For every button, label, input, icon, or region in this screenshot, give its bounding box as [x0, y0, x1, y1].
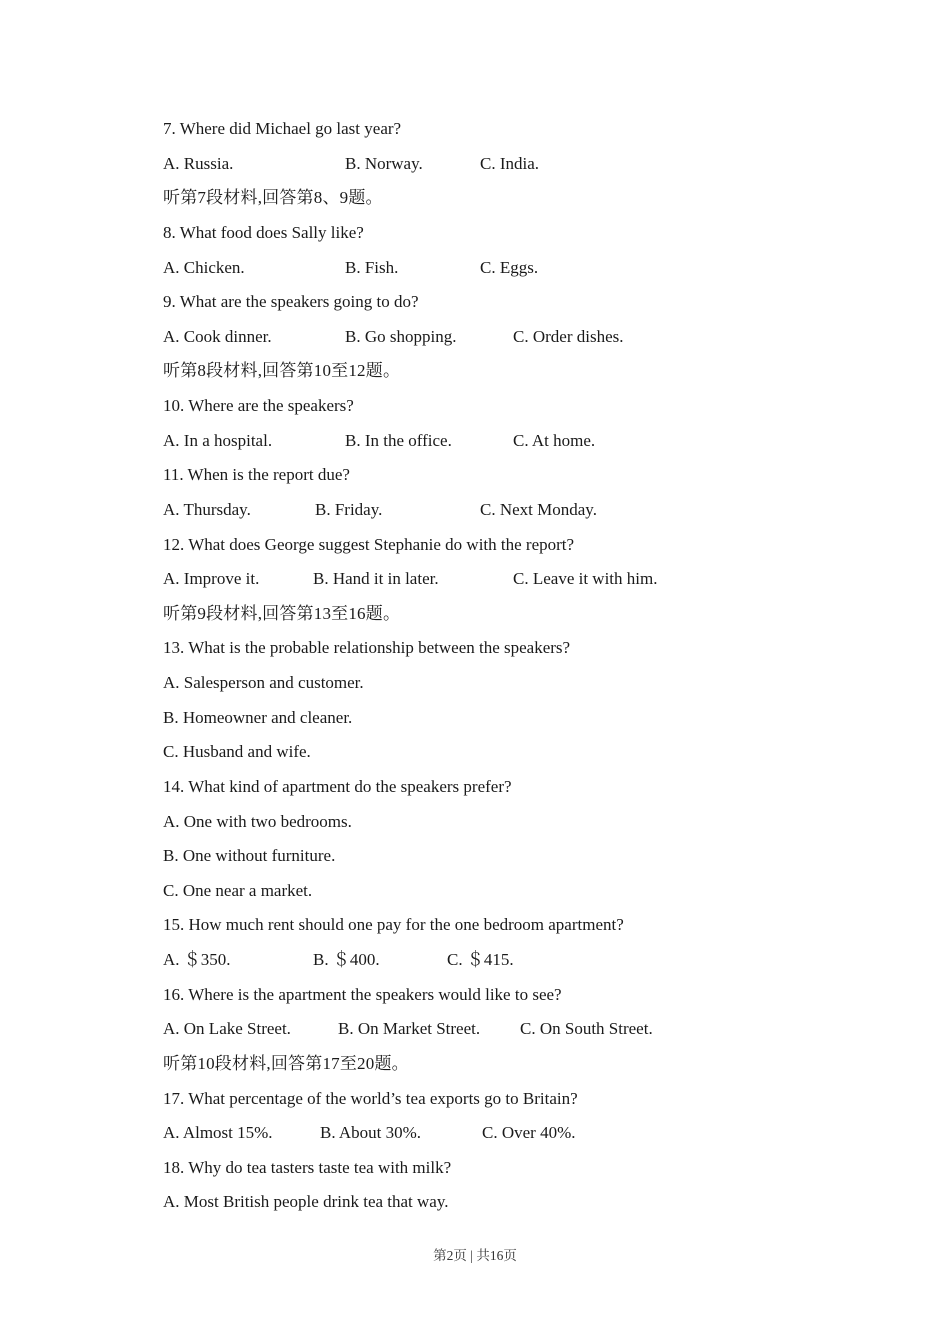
- question-line: [163, 1151, 920, 1186]
- options-line: [163, 424, 920, 459]
- text-segment: 16. Where is the apartment the speakers would like to see?: [163, 984, 562, 1004]
- options-line: [163, 251, 920, 286]
- options-line: [163, 943, 920, 978]
- text-segment: A. In a hospital.: [163, 430, 273, 450]
- text-segment: 听第7段材料,回答第8、9题。: [163, 188, 383, 208]
- text-segment: B. Friday.: [315, 499, 383, 519]
- text-segment: C. Eggs.: [480, 257, 539, 277]
- text-segment: B. Homeowner and cleaner.: [163, 707, 353, 727]
- question-line: [163, 908, 920, 943]
- question-line: [163, 458, 920, 493]
- options-line: [163, 1012, 920, 1047]
- instruction-line: [163, 354, 920, 389]
- text-segment: B. Fish.: [345, 257, 399, 277]
- text-segment: A. One with two bedrooms.: [163, 811, 352, 831]
- options-line: [163, 874, 920, 909]
- options-line: [163, 805, 920, 840]
- text-segment: B. About 30%.: [320, 1123, 422, 1143]
- options-line: [163, 562, 920, 597]
- document-body: [163, 112, 920, 1220]
- text-segment: A. Thursday.: [163, 499, 251, 519]
- text-segment: 10. Where are the speakers?: [163, 396, 354, 415]
- text-segment: 8. What food does Sally like?: [163, 222, 364, 242]
- text-segment: C. Husband and wife.: [163, 742, 311, 762]
- text-segment: C. India.: [480, 153, 540, 173]
- text-segment: 18. Why do tea tasters taste tea with milk?: [163, 1157, 452, 1177]
- text-segment: 12. What does George suggest Stephanie do with the report?: [163, 534, 575, 554]
- text-segment: A. Cook dinner.: [163, 326, 272, 346]
- text-segment: C. Leave it with him.: [513, 569, 658, 589]
- instruction-line: [163, 1047, 920, 1082]
- options-line: [163, 701, 920, 736]
- text-segment: C. Next Monday.: [480, 499, 597, 519]
- question-line: [163, 389, 920, 424]
- text-segment: 7. Where did Michael go last year?: [163, 119, 402, 138]
- text-segment: A. Almost 15%.: [163, 1123, 273, 1143]
- text-segment: A. Chicken.: [163, 257, 245, 277]
- text-segment: 11. When is the report due?: [163, 465, 350, 485]
- text-segment: 17. What percentage of the world’s tea exports go to Britain?: [163, 1088, 578, 1108]
- page-footer: 第2页 | 共16页: [433, 1248, 517, 1263]
- text-segment: A. Most British people drink tea that way.: [163, 1192, 449, 1212]
- text-segment: B. In the office.: [345, 430, 452, 450]
- instruction-line: [163, 181, 920, 216]
- text-segment: C. At home.: [513, 430, 596, 450]
- options-line: [163, 735, 920, 770]
- question-line: [163, 770, 920, 805]
- question-line: [163, 1082, 920, 1117]
- question-line: [163, 285, 920, 320]
- text-segment: 15. How much rent should one pay for the one bedroom apartment?: [163, 915, 624, 935]
- text-segment: C. On South Street.: [520, 1019, 653, 1039]
- text-segment: A. Improve it.: [163, 569, 260, 589]
- text-segment: C. One near a market.: [163, 880, 313, 900]
- text-segment: 14. What kind of apartment do the speakers prefer?: [163, 776, 512, 796]
- text-segment: 听第10段材料,回答第17至20题。: [163, 1053, 409, 1073]
- text-segment: C. ＄415.: [447, 950, 514, 969]
- text-segment: A. ＄350.: [163, 950, 231, 969]
- text-segment: B. Norway.: [345, 153, 423, 173]
- options-line: [163, 320, 920, 355]
- text-segment: C. Over 40%.: [482, 1123, 576, 1143]
- options-line: [163, 666, 920, 701]
- options-line: [163, 1116, 920, 1151]
- text-segment: 听第8段材料,回答第10至12题。: [163, 361, 401, 381]
- text-segment: B. One without furniture.: [163, 846, 336, 866]
- question-line: [163, 528, 920, 563]
- instruction-line: [163, 597, 920, 632]
- options-line: [163, 839, 920, 874]
- text-segment: C. Order dishes.: [513, 326, 624, 346]
- options-line: [163, 493, 920, 528]
- question-line: [163, 631, 920, 666]
- text-segment: 听第9段材料,回答第13至16题。: [163, 603, 401, 623]
- text-segment: B. ＄400.: [313, 950, 380, 969]
- question-line: [163, 112, 920, 147]
- options-line: [163, 147, 920, 182]
- question-line: [163, 216, 920, 251]
- text-segment: B. Go shopping.: [345, 326, 457, 346]
- text-segment: 13. What is the probable relationship between the speakers?: [163, 638, 571, 658]
- text-segment: A. On Lake Street.: [163, 1019, 291, 1039]
- text-segment: B. Hand it in later.: [313, 569, 439, 589]
- text-segment: 9. What are the speakers going to do?: [163, 292, 419, 312]
- text-segment: A. Russia.: [163, 153, 234, 173]
- question-line: [163, 978, 920, 1013]
- options-line: [163, 1185, 920, 1220]
- text-segment: B. On Market Street.: [338, 1019, 481, 1039]
- text-segment: A. Salesperson and customer.: [163, 673, 364, 692]
